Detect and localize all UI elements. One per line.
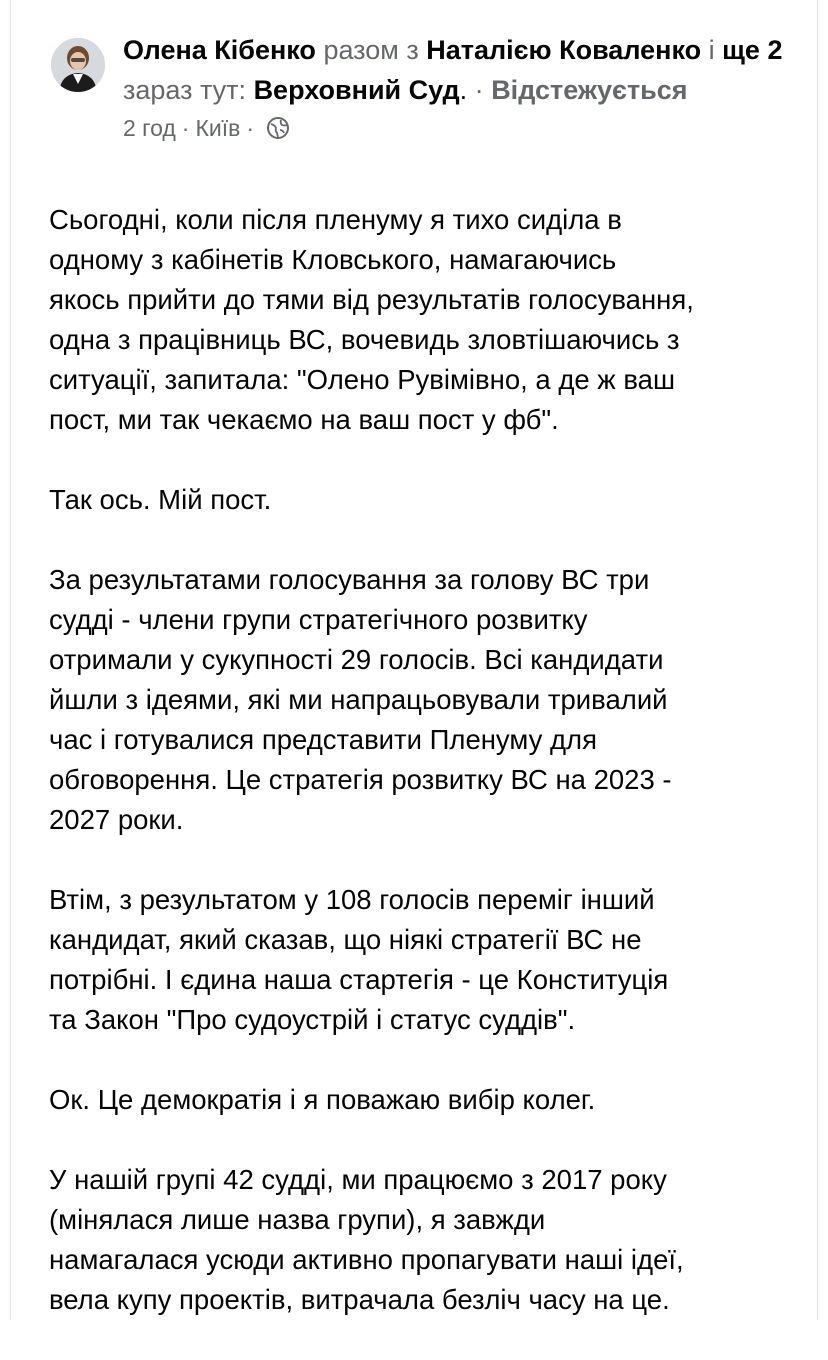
author-avatar[interactable] [51, 38, 105, 92]
post-city[interactable]: Київ [195, 115, 241, 141]
post-paragraph: За результатами голосування за голову ВС три судді - члени групи стратегічного розвитку отримали у сукупності 29 голосів. Всі кандидати йшли з ідеями, які ми напрацьовували тривалий час і готувалися представити Пленуму для обговорення. Це стратегія розвитку ВС на 2023 - 2027 роки. [49, 564, 672, 835]
meta-separator-2: · [246, 115, 254, 141]
post-time-link[interactable]: 2 год [123, 115, 176, 141]
avatar-image [51, 38, 105, 92]
globe-icon[interactable] [266, 116, 290, 140]
follow-status-button[interactable]: Відстежується [491, 75, 688, 105]
others-link[interactable]: ще 2 [722, 35, 783, 65]
follow-separator: · [474, 75, 484, 105]
post-card [10, 0, 818, 1320]
header-text [123, 30, 783, 144]
post-meta [123, 112, 783, 144]
post-paragraph: Ок. Це демократія і я поважаю вибір колег. [49, 1084, 596, 1115]
meta-separator: · [181, 115, 190, 141]
location-link[interactable]: Верховний Суд [253, 75, 460, 105]
post-paragraph: Сьогодні, коли після пленуму я тихо сиділа в одному з кабінетів Кловського, намагаючись якось прийти до тями від результатів голосування, одна з працівниць ВС, вочевидь зловтішаючись з ситуації, запитала: "Олено Рувімівно, а де ж ваш пост, ми так чекаємо на ваш пост у фб". [49, 204, 694, 435]
author-name-link[interactable]: Олена Кібенко [123, 35, 316, 65]
tagged-person-link[interactable]: Наталією Коваленко [426, 35, 702, 65]
post-paragraph: Так ось. Мій пост. [49, 484, 272, 515]
location-period: . [459, 75, 468, 105]
location-prefix: зараз тут: [123, 75, 247, 105]
post-title-line [123, 30, 783, 110]
and-text: і [708, 35, 715, 65]
post-paragraph: Втім, з результатом у 108 голосів переміг інший кандидат, який сказав, що ніякі стратегії ВС не потрібні. І єдина наша стартегія - це Конституція та Закон "Про судоустрій і статус суддів". [49, 884, 669, 1035]
with-text: разом з [323, 35, 419, 65]
post-paragraph: У нашій групі 42 судді, ми працюємо з 2017 року (мінялася лише назва групи), я завжди намагалася усюди активно пропагувати наші ідеї, вела купу проектів, витрачала безліч часу на це. [49, 1164, 684, 1315]
post-body [49, 200, 789, 1360]
